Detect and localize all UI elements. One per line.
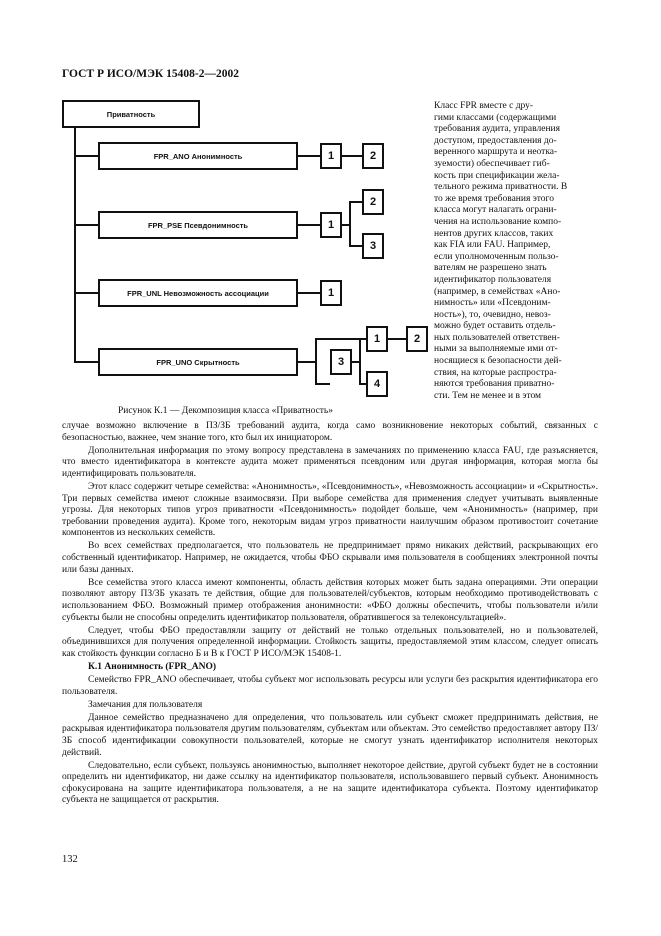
connector-line bbox=[349, 245, 362, 247]
connector-line bbox=[388, 338, 406, 340]
paragraph: Во всех семействах предполагается, что пользователь не предпринимает прямо никаких действий, раскрывающих его собственный идентификатор. Например, не ожидается, чтобы ФБО скрывали имя пользователя в сообщениях электронной почты или базы данных. bbox=[62, 541, 598, 575]
subheading: Замечания для пользователя bbox=[88, 699, 203, 710]
side-text-line: нентов других классов, таких bbox=[434, 228, 554, 239]
side-text-line: то же время требования этого bbox=[434, 193, 554, 204]
side-text-line: веренного маршрута и неотка- bbox=[434, 147, 558, 158]
component-level-box: 1 bbox=[366, 326, 388, 352]
side-text-line: Класс FPR вместе с дру- bbox=[434, 101, 534, 111]
side-text-line: класса могут налагать ограни- bbox=[434, 205, 557, 216]
side-text-line: сти. Тем не менее и в этом bbox=[434, 390, 542, 401]
side-text-line: вателям не разрешено знать bbox=[434, 263, 547, 274]
class-box-privacy: Приватность bbox=[62, 100, 200, 128]
side-text-line: можно будет оставить отдель- bbox=[434, 321, 556, 332]
side-text-line: требования аудита, управления bbox=[434, 124, 561, 135]
connector-line bbox=[359, 338, 361, 384]
section-heading: К.1 Анонимность (FPR_ANO) bbox=[88, 661, 217, 672]
component-level-box: 3 bbox=[362, 233, 384, 259]
component-level-box: 4 bbox=[366, 371, 388, 397]
family-box-fpr-ano: FPR_ANO Анонимность bbox=[98, 142, 298, 170]
connector-line bbox=[359, 383, 366, 385]
component-level-box: 1 bbox=[320, 280, 342, 306]
connector-line bbox=[298, 361, 316, 363]
component-level-box: 2 bbox=[406, 326, 428, 352]
family-box-fpr-pse: FPR_PSE Псевдонимность bbox=[98, 211, 298, 239]
connector-line bbox=[315, 383, 330, 385]
branch-line bbox=[74, 361, 98, 363]
branch-line bbox=[74, 224, 98, 226]
family-box-fpr-unl: FPR_UNL Невозможность ассоциации bbox=[98, 279, 298, 307]
component-level-box: 3 bbox=[330, 349, 352, 375]
trunk-line bbox=[74, 128, 76, 362]
side-text-line: ность»), то, очевидно, невоз- bbox=[434, 309, 551, 320]
side-text-line: зуемости) обеспечивает гиб- bbox=[434, 158, 550, 169]
side-text-line: ными за выполняемые ими от- bbox=[434, 344, 558, 355]
connector-line bbox=[349, 201, 351, 246]
page-number: 132 bbox=[62, 854, 78, 865]
side-text-line: няются требования приватно- bbox=[434, 379, 555, 390]
component-level-box: 1 bbox=[320, 143, 342, 169]
paragraph: Следует, чтобы ФБО предоставляли защиту от действий не только отдельных пользователей, но и пользователей, объединившихся для получения определенной информации. Стойкость защиты, предоставляемой этим классом, следует описать как стойкость функции согласно Б и В к ГОСТ Р ИСО/МЭК 15408-1. bbox=[62, 625, 598, 659]
connector-line bbox=[298, 292, 320, 294]
paragraph: случае возможно включение в ПЗ/ЗБ требований аудита, когда само возникновение некоторых событий, связанных с безопасностью, важнее, чем знание того, кто был их инициатором. bbox=[62, 421, 598, 443]
paragraph: Дополнительная информация по этому вопросу представлена в замечаниях по применению класса FAU, где разъясняется, что вместо идентификатора в контексте аудита может применяться псевдоним или другая информация, которая могла бы идентифицировать пользователя. bbox=[62, 445, 598, 479]
side-text-line: гими классами (содержащими bbox=[434, 112, 557, 123]
main-text bbox=[62, 421, 598, 809]
paragraph: Все семейства этого класса имеют компоненты, область действия которых может быть задана операциями. Эти операции позволяют автору ПЗ/ЗБ указать те действия, общие для пользователей/субъектов, которым необходимо противодействовать с использованием ФБО. Возможный пример отображения анонимности: «ФБО должны обеспечить, чтобы пользователи и/или субъекты были не способны определить идентификатор пользователя, обратившегося за телеконсультацией». bbox=[62, 577, 598, 623]
side-text-line: как FIA или FAU. Например, bbox=[434, 240, 551, 251]
paragraph: Следовательно, если субъект, пользуясь анонимностью, выполняет некоторое действие, другой субъект будет не в состоянии определить ни идентификатор, ни даже ссылку на идентификатор пользователя, использовавшего первый субъект. Анонимность сфокусирована на защите идентификатора пользователя, а не на защите идентификатора субъекта. Поэтому идентификатор субъекта не защищается от раскрытия. bbox=[62, 760, 598, 806]
component-level-box: 1 bbox=[320, 212, 342, 238]
side-text-line: ствия, на которые распростра- bbox=[434, 367, 557, 378]
side-text-line: (например, в семействах «Ано- bbox=[434, 286, 561, 297]
side-text-column bbox=[434, 101, 599, 402]
figure-caption: Рисунок К.1 — Декомпозиция класса «Приватность» bbox=[118, 406, 334, 416]
side-text-line: тельного режима приватности. В bbox=[434, 182, 568, 193]
side-text-line: чения на использование компо- bbox=[434, 216, 562, 227]
paragraph: Семейство FPR_ANO обеспечивает, чтобы субъект мог использовать ресурсы или услуги без раскрытия идентификатора его пользователя. bbox=[62, 674, 598, 697]
connector-line bbox=[298, 155, 320, 157]
connector-line bbox=[349, 201, 362, 203]
connector-line bbox=[298, 224, 320, 226]
paragraph: Данное семейство предназначено для определения, что пользователь или субъект сможет предпринимать действия, не раскрывая идентификатора пользователя другим пользователям, субъектам или объектам. Это семейство предоставляет автору ПЗ/ЗБ способ идентификации совокупности пользователей, которые не смогут узнать идентификатор исполнителя некоторых действий. bbox=[62, 712, 598, 758]
side-text-line: идентификатор пользователя bbox=[434, 274, 552, 285]
side-text-line: кость при спецификации жела- bbox=[434, 170, 560, 181]
side-text-line: нимность» или «Псевдоним- bbox=[434, 298, 551, 309]
side-text-line: если уполномоченным пользо- bbox=[434, 251, 559, 262]
side-text-line: ных пользователей ответствен- bbox=[434, 332, 560, 343]
family-box-fpr-uno: FPR_UNO Скрытность bbox=[98, 348, 298, 376]
page-header: ГОСТ Р ИСО/МЭК 15408-2—2002 bbox=[62, 68, 239, 80]
branch-line bbox=[74, 155, 98, 157]
decomposition-diagram bbox=[60, 100, 450, 405]
side-text-line: носящиеся к безопасности дей- bbox=[434, 356, 562, 367]
paragraph: Этот класс содержит четыре семейства: «Анонимность», «Псевдонимность», «Невозможность ассоциации» и «Скрытность». Три первых семейства имеют сложные взаимосвязи. При выборе семейства для применения следует учитывать выявленные угрозы. Для некоторых типов угроз приватности «Псевдонимность» подойдет больше, чем «Анонимность» (например, при требовании проведения аудита). Кроме того, некоторым видам угроз приватности наилучшим образом противостоит сочетание компонентов из нескольких семейств. bbox=[62, 481, 598, 539]
connector-line bbox=[315, 338, 317, 384]
component-level-box: 2 bbox=[362, 143, 384, 169]
component-level-box: 2 bbox=[362, 189, 384, 215]
side-text-line: доступом, предоставления до- bbox=[434, 135, 557, 146]
branch-line bbox=[74, 292, 98, 294]
connector-line bbox=[342, 155, 362, 157]
